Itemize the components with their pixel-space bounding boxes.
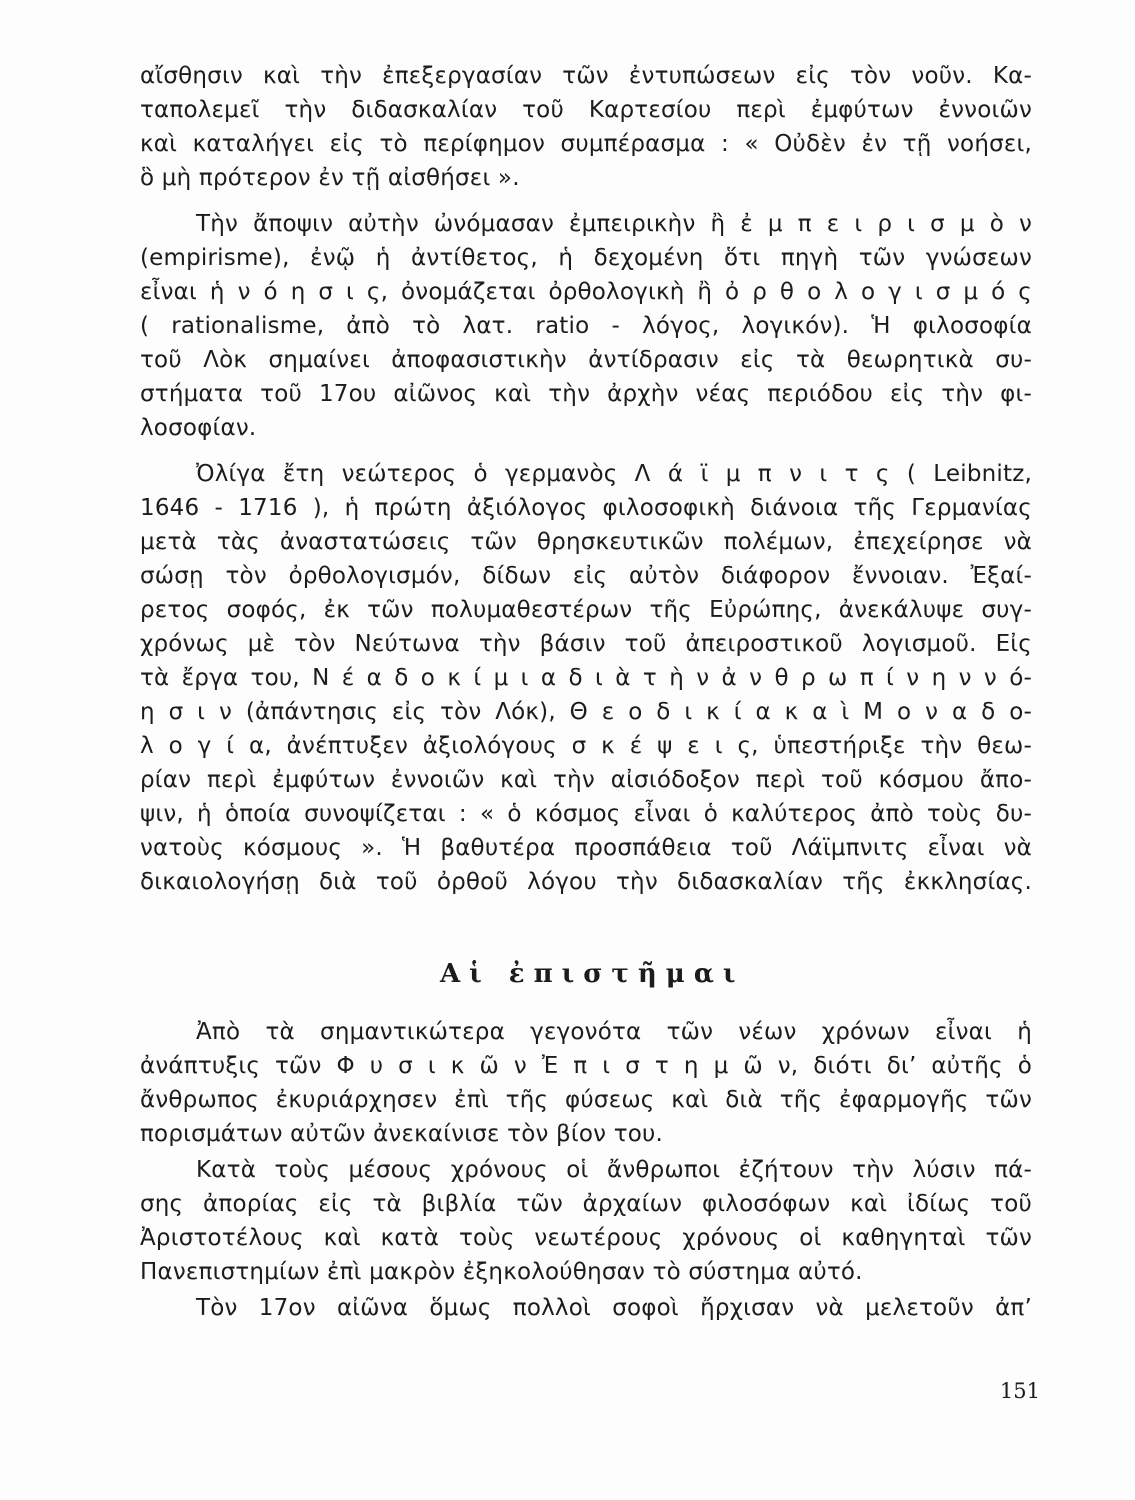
text-line: ψιν, ἡ ὁποία συνοψίζεται : « ὁ κόσμος εἶναι ὁ καλύτερος ἀπὸ τοὺς δυ- [140, 801, 1032, 827]
text-line: καὶ καταλήγει εἰς τὸ περίφημον συμπέρασμα : « Οὐδὲν ἐν τῇ νοήσει, [140, 131, 1032, 157]
text-line: στήματα τοῦ 17ου αἰῶνος καὶ τὴν ἀρχὴν νέας περιόδου εἰς τὴν φι- [140, 381, 1032, 407]
text-line: μετὰ τὰς ἀναστατώσεις τῶν θρησκευτικῶν πολέμων, ἐπεχείρησε νὰ [140, 529, 1032, 555]
text-line: εἶναι ἡ ν ό η σ ι ς, ὀνομάζεται ὀρθολογικὴ ἢ ὀ ρ θ ο λ ο γ ι σ μ ό ς [140, 279, 1032, 305]
text-line: τὰ ἔργα του, Ν έ α δ ο κ ί μ ι α δ ι ὰ τ ὴ ν ἀ ν θ ρ ω π ί ν η ν ν ό- [140, 665, 1032, 691]
text-line: αἴσθησιν καὶ τὴν ἐπεξεργασίαν τῶν ἐντυπώσεων εἰς τὸν νοῦν. Κα- [140, 63, 1032, 89]
text-line: δικαιολογήσῃ διὰ τοῦ ὀρθοῦ λόγου τὴν διδασκαλίαν τῆς ἐκκλησίας. [140, 869, 1032, 895]
text-line: Τὸν 17ον αἰῶνα ὅμως πολλοὶ σοφοὶ ἤρχισαν νὰ μελετοῦν ἀπ’ [196, 1295, 1032, 1321]
text-line: σης ἀπορίας εἰς τὰ βιβλία τῶν ἀρχαίων φιλοσόφων καὶ ἰδίως τοῦ [140, 1191, 1032, 1217]
text-line: Ἀπὸ τὰ σημαντικώτερα γεγονότα τῶν νέων χρόνων εἶναι ἡ [196, 1019, 1032, 1045]
text-line: Ὀλίγα ἔτη νεώτερος ὁ γερμανὸς Λ ά ϊ μ π ν ι τ ς ( Leibnitz, [196, 461, 1032, 487]
text-line: τοῦ Λὸκ σημαίνει ἀποφασιστικὴν ἀντίδρασιν εἰς τὰ θεωρητικὰ συ- [140, 347, 1032, 373]
text-line: (empirisme), ἐνῷ ἡ ἀντίθετος, ἡ δεχομένη ὅτι πηγὴ τῶν γνώσεων [140, 245, 1032, 271]
text-line: ρετος σοφός, ἐκ τῶν πολυμαθεστέρων τῆς Εὐρώπης, ἀνεκάλυψε συγ- [140, 597, 1032, 623]
text-line: ὃ μὴ πρότερον ἐν τῇ αἰσθήσει ». [140, 165, 520, 191]
text-line: λ ο γ ί α, ἀνέπτυξεν ἀξιολόγους σ κ έ ψ ε ι ς, ὑπεστήριξε τὴν θεω- [140, 733, 1032, 759]
text-line: πορισμάτων αὐτῶν ἀνεκαίνισε τὸν βίον του. [140, 1121, 664, 1147]
text-line: ρίαν περὶ ἐμφύτων ἐννοιῶν καὶ τὴν αἰσιόδοξον περὶ τοῦ κόσμου ἄπο- [140, 767, 1032, 793]
text-line: ταπολεμεῖ τὴν διδασκαλίαν τοῦ Καρτεσίου περὶ ἐμφύτων ἐννοιῶν [140, 97, 1032, 123]
text-line: νατοὺς κόσμους ». Ἡ βαθυτέρα προσπάθεια τοῦ Λάϊμπνιτς εἶναι νὰ [140, 835, 1032, 861]
text-line: ( rationalisme, ἀπὸ τὸ λατ. ratio - λόγος, λογικόν). Ἡ φιλοσοφία [140, 313, 1032, 339]
text-line: η σ ι ν (ἀπάντησις εἰς τὸν Λόκ), Θ ε ο δ ι κ ί α κ α ὶ Μ ο ν α δ ο- [140, 699, 1032, 725]
text-line: ἄνθρωπος ἐκυριάρχησεν ἐπὶ τῆς φύσεως καὶ διὰ τῆς ἐφαρμογῆς τῶν [140, 1087, 1032, 1113]
text-line: ἀνάπτυξις τῶν Φ υ σ ι κ ῶ ν Ἐ π ι σ τ η μ ῶ ν, διότι δι’ αὐτῆς ὁ [140, 1053, 1032, 1079]
text-line: λοσοφίαν. [140, 415, 257, 441]
page-number: 151 [999, 1379, 1040, 1403]
text-line: σώσῃ τὸν ὀρθολογισμόν, δίδων εἰς αὐτὸν διάφορον ἔννοιαν. Ἐξαί- [140, 563, 1032, 589]
text-line: Κατὰ τοὺς μέσους χρόνους οἱ ἄνθρωποι ἐζήτουν τὴν λύσιν πά- [196, 1157, 1032, 1183]
text-line: Πανεπιστημίων ἐπὶ μακρὸν ἐξηκολούθησαν τὸ σύστημα αὐτό. [140, 1259, 863, 1285]
section-heading: Αἱ ἐπιστῆμαι [440, 959, 745, 989]
text-line: Ἀριστοτέλους καὶ κατὰ τοὺς νεωτέρους χρόνους οἱ καθηγηταὶ τῶν [140, 1225, 1032, 1251]
text-line: χρόνως μὲ τὸν Νεύτωνα τὴν βάσιν τοῦ ἀπειροστικοῦ λογισμοῦ. Εἰς [140, 631, 1032, 657]
text-line: Τὴν ἄποψιν αὐτὴν ὠνόμασαν ἐμπειρικὴν ἢ ἐ μ π ε ι ρ ι σ μ ὸ ν [196, 211, 1032, 237]
text-line: 1646 - 1716 ), ἡ πρώτη ἀξιόλογος φιλοσοφικὴ διάνοια τῆς Γερμανίας [140, 495, 1032, 521]
